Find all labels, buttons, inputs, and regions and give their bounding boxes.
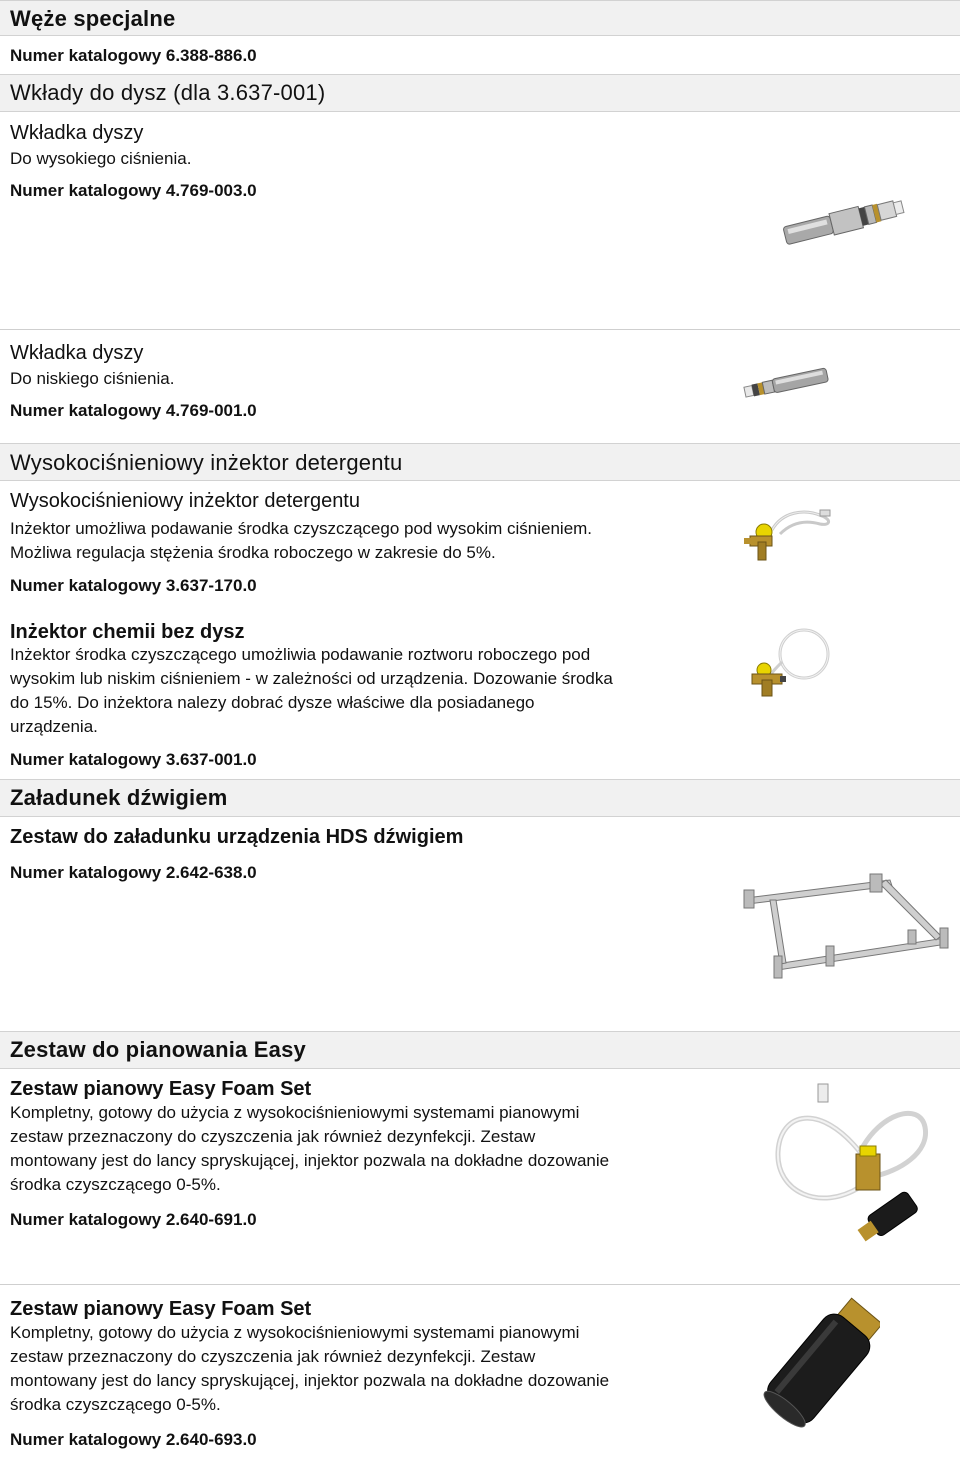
product-title: Wkładka dyszy <box>10 342 144 364</box>
crane-loading-frame-image <box>740 860 955 985</box>
product-description <box>10 1321 730 1417</box>
product-title: Zestaw pianowy Easy Foam Set <box>10 1078 312 1100</box>
product-description <box>10 517 730 565</box>
chemical-injector-image <box>742 622 838 702</box>
product-description: Do wysokiego ciśnienia. <box>10 149 192 168</box>
description-line: montowany jest do lancy spryskującej, injektor pozwala na dokładne dozowanie <box>10 1151 610 1170</box>
description-line: Kompletny, gotowy do użycia z wysokociśnieniowymi systemami pianowymi <box>10 1103 580 1122</box>
nozzle-insert-low-pressure-image <box>738 360 838 406</box>
description-line: montowany jest do lancy spryskującej, injektor pozwala na dokładne dozowanie <box>10 1371 610 1390</box>
section-heading-inzektor: Wysokociśnieniowy inżektor detergentu <box>10 450 403 475</box>
description-line: zestaw przeznaczony do czyszczenia jak również dezynfekcji. Zestaw <box>10 1347 536 1366</box>
description-line: środka czyszczącego 0-5%. <box>10 1175 221 1194</box>
product-title: Wysokociśnieniowy inżektor detergentu <box>10 490 360 512</box>
catalog-number: Numer katalogowy 3.637-170.0 <box>10 576 257 595</box>
section-heading-weze: Węże specjalne <box>10 6 176 31</box>
description-line: do 15%. Do inżektora nalezy dobrać dysze właściwe dla posiadanego <box>10 693 535 712</box>
description-line: wysokim lub niskim ciśnieniem - w zależności od urządzenia. Dozowanie środka <box>10 669 613 688</box>
catalog-number: Numer katalogowy 6.388-886.0 <box>10 46 257 65</box>
product-description <box>10 1101 730 1197</box>
description-line: zestaw przeznaczony do czyszczenia jak również dezynfekcji. Zestaw <box>10 1127 536 1146</box>
catalog-number: Numer katalogowy 3.637-001.0 <box>10 750 257 769</box>
product-description: Do niskiego ciśnienia. <box>10 369 175 388</box>
product-title: Inżektor chemii bez dysz <box>10 621 245 643</box>
section-heading-wklady: Wkłady do dysz (dla 3.637-001) <box>10 80 326 105</box>
catalog-number: Numer katalogowy 4.769-003.0 <box>10 181 257 200</box>
catalog-number: Numer katalogowy 4.769-001.0 <box>10 401 257 420</box>
description-line: urządzenia. <box>10 717 98 736</box>
section-heading-pianowanie: Zestaw do pianowania Easy <box>10 1037 306 1062</box>
divider <box>0 329 960 330</box>
product-title: Zestaw pianowy Easy Foam Set <box>10 1298 312 1320</box>
catalog-number: Numer katalogowy 2.640-691.0 <box>10 1210 257 1229</box>
divider <box>0 1284 960 1285</box>
nozzle-insert-high-pressure-image <box>775 190 915 250</box>
description-line: środka czyszczącego 0-5%. <box>10 1395 221 1414</box>
product-title: Zestaw do załadunku urządzenia HDS dźwigiem <box>10 826 464 848</box>
description-line: Inżektor umożliwa podawanie środka czyszczącego pod wysokim ciśnieniem. <box>10 519 593 538</box>
product-description <box>10 643 730 739</box>
section-heading-zaladunek: Załadunek dźwigiem <box>10 785 228 810</box>
foam-nozzle-image <box>760 1292 880 1442</box>
catalog-number: Numer katalogowy 2.640-693.0 <box>10 1430 257 1449</box>
product-title: Wkładka dyszy <box>10 122 144 144</box>
description-line: Inżektor środka czyszczącego umożliwia podawanie roztworu roboczego pod <box>10 645 591 664</box>
description-line: Kompletny, gotowy do użycia z wysokociśnieniowymi systemami pianowymi <box>10 1323 580 1342</box>
foam-set-with-hose-image <box>760 1082 950 1257</box>
detergent-injector-image <box>742 500 838 570</box>
description-line: Możliwa regulacja stężenia środka roboczego w zakresie do 5%. <box>10 543 496 562</box>
catalog-number: Numer katalogowy 2.642-638.0 <box>10 863 257 882</box>
